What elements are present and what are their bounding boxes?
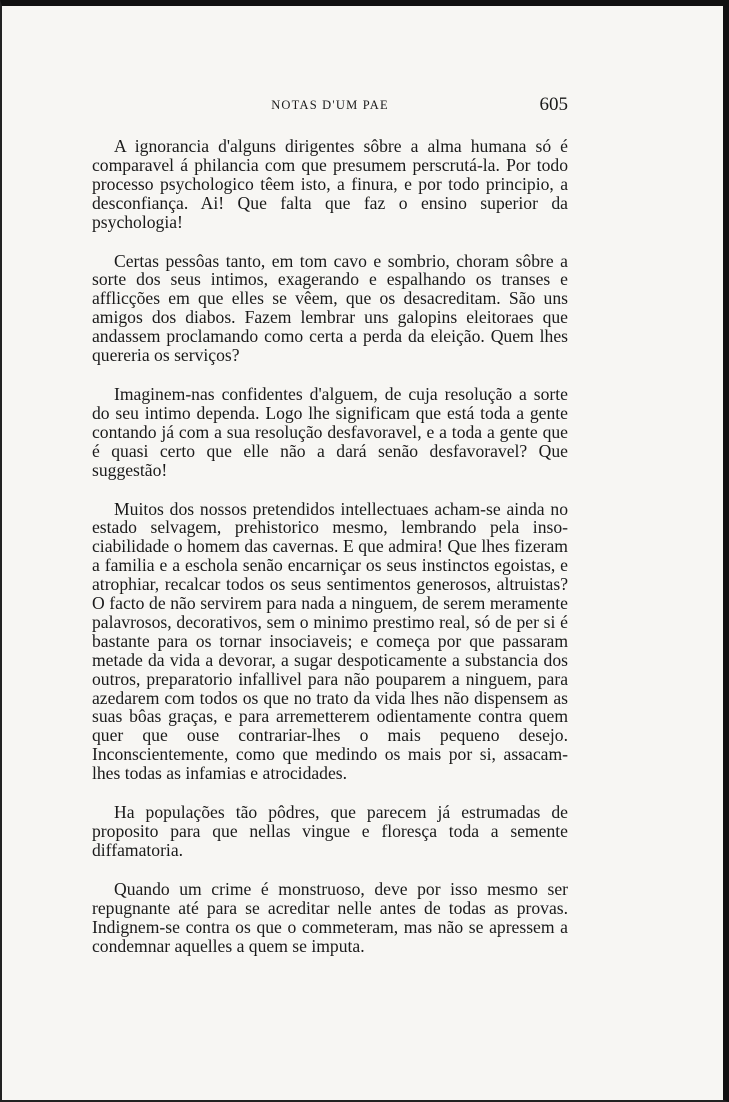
page-header — [92, 94, 568, 118]
paragraph: Certas pessôas tanto, em tom cavo e sombrio, choram sôbre a sorte dos seus intimos, exagerando e espalhando os transes e afflicções em que elles se vêem, que os desacreditam. São uns amigos dos diabos. Fazem lembrar uns galopins eleitoraes que andassem proclamando como certa a perda da eleição. Quem lhes quereria os serviços? — [92, 250, 568, 366]
body-text — [92, 137, 568, 975]
running-title: NOTAS D'UM PAE — [271, 98, 389, 112]
page-number: 605 — [539, 94, 568, 115]
paragraph: Muitos dos nossos pretendidos intellectuaes acham-se ainda no estado selvagem, prehistorico mesmo, lembrando pela insociabilidade o homem das cavernas. E que admira! Que lhes fizeram a familia e a eschola senão encarniçar os seus instinctos egoistas, e atrophiar, recalcar todos os seus sentimentos generosos, altruistas? O facto de não servirem para nada a ninguem, de serem meramente palavrosos, decorativos, sem o minimo prestimo real, só de per si é bastante para os tornar insociaveis; e começa por que passaram metade da vida a devorar, a sugar despoticamente a substancia dos outros, preparatorio infallivel para não pouparem a ninguem, para azedarem com todos os que no trato da vida lhes não dispensem as suas bôas graças, e para arremetterem odientamente contra quem quer que ouse contrariar-lhes o mais pequeno desejo. Inconscientemente, como que medindo os mais por si, assacam-lhes todas as infamias e atrocidades. — [92, 498, 568, 784]
paragraph: Ha populações tão pôdres, que parecem já estrumadas de proposito para que nellas vingue e floresça toda a semente diffamatoria. — [92, 802, 568, 860]
paragraph: Quando um crime é monstruoso, deve por isso mesmo ser repugnante até para se acreditar nelle antes de todas as provas. Indignem-se contra os que o commeteram, mas não se apressem a condemnar aquelles a quem se imputa. — [92, 878, 568, 956]
paragraph: Imaginem-nas confidentes d'alguem, de cuja resolução a sorte do seu intimo dependa. Logo lhe significam que está toda a gente contando já com a sua resolução desfavoravel, e a toda a gente que é quasi certo que elle não a dará senão desfavoravel? Que suggestão! — [92, 383, 568, 480]
paragraph: A ignorancia d'alguns dirigentes sôbre a alma humana só é comparavel á philancia com que presumem perscrutá-la. Por todo processo psychologico têem isto, a finura, e por todo principio, a desconfiança. Ai! Que falta que faz o ensino superior da psychologia! — [92, 136, 568, 232]
